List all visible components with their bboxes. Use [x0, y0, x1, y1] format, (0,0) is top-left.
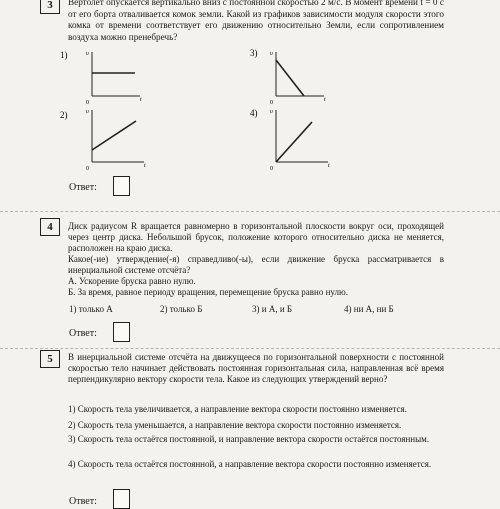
question-4-text: Диск радиусом R вращается равномерно в горизонтальной плоскости вокруг оси, проходящей через центр диска. Небольшой брусок, положение которого относительно диска не меняется, расположен на краю диска.: [68, 221, 444, 253]
q3-graph-3: [250, 48, 326, 106]
question-4-statement-a: А. Ускорение бруска равно нулю.: [68, 276, 196, 286]
q3-graph-4-xlabel: t: [328, 163, 330, 169]
q3-graph-3-xlabel: t: [324, 97, 326, 103]
q3-graph-4: [250, 108, 330, 172]
q3-graph-4-line: [276, 122, 312, 162]
question-5-number: 5: [40, 350, 60, 368]
q3-graph-1-num: 1): [60, 50, 68, 60]
q3-graph-4-origin: 0: [270, 166, 273, 172]
q3-graph-2-xlabel: t: [144, 163, 146, 169]
q3-graph-1-ylabel: υ: [86, 51, 89, 57]
q3-graph-2-origin: 0: [86, 166, 89, 172]
q4-answer-label: Ответ:: [69, 328, 97, 339]
q3-graph-4-ylabel: υ: [270, 109, 273, 115]
q3-answer-box[interactable]: [113, 176, 130, 196]
q5-answer-box[interactable]: [113, 489, 130, 509]
question-3-number: 3: [40, 0, 60, 14]
q5-option-3[interactable]: 3) Скорость тела остаётся постоянной, и направление вектора скорости остаётся постоянным.: [68, 434, 430, 444]
q4-option-2[interactable]: 2) только Б: [160, 304, 203, 314]
question-3-text: Вертолёт опускается вертикально вниз с постоянной скоростью 2 м/с. В момент времени t = 0 с от его борта отваливается комок земли. Какой из графиков зависимости модуля скорости этого комка от времени соответствует его движению относительно Земли, если сопротивлением воздуха можно пренебречь?: [68, 0, 444, 42]
q5-option-2[interactable]: 2) Скорость тела уменьшается, а направление вектора скорости постоянно изменяется.: [68, 420, 402, 430]
q3-graph-3-line: [276, 60, 304, 96]
q3-answer-label: Ответ:: [69, 182, 97, 193]
q5-option-1[interactable]: 1) Скорость тела увеличивается, а направление вектора скорости постоянно изменяется.: [68, 404, 407, 414]
question-4-question: Какое(-ие) утверждение(-я) справедливо(-ы), если движение бруска рассматривается в инерциальной системе отсчёта?: [68, 254, 444, 275]
q4-option-1[interactable]: 1) только А: [69, 304, 113, 314]
q3-graph-3-num: 3): [250, 48, 258, 58]
question-4-statement-b: Б. За время, равное периоду вращения, перемещение бруска равно нулю.: [68, 287, 348, 297]
q3-graph-2-num: 2): [60, 110, 68, 120]
q5-option-4[interactable]: 4) Скорость тела остаётся постоянной, а направление вектора скорости постоянно изменяется.: [68, 459, 432, 469]
q3-graph-1-origin: 0: [86, 100, 89, 106]
q3-graph-1-xlabel: t: [140, 97, 142, 103]
divider-1: [0, 211, 500, 212]
q3-graph-3-origin: 0: [270, 100, 273, 106]
q3-graph-2-ylabel: υ: [86, 109, 89, 115]
divider-2: [0, 348, 500, 349]
q4-option-3[interactable]: 3) и А, и Б: [252, 304, 293, 314]
q5-answer-label: Ответ:: [69, 496, 97, 507]
q3-graph-3-ylabel: υ: [270, 51, 273, 57]
q3-graph-4-num: 4): [250, 108, 258, 118]
q4-answer-box[interactable]: [113, 322, 130, 342]
q3-graph-2-line: [92, 121, 136, 150]
question-4-number: 4: [40, 218, 60, 236]
q3-graph-2: [60, 109, 146, 172]
q4-option-4[interactable]: 4) ни А, ни Б: [344, 304, 394, 314]
q3-graphs-right: [250, 46, 370, 176]
question-5-text: В инерциальной системе отсчёта на движущееся по горизонтальной поверхности с постоянной скоростью тело начинает действовать постоянная горизонтальная сила, направленная всё время перпендикулярно вектору скорости тела. Какое из следующих утверждений верно?: [68, 352, 444, 384]
q3-graph-1: [60, 50, 142, 106]
